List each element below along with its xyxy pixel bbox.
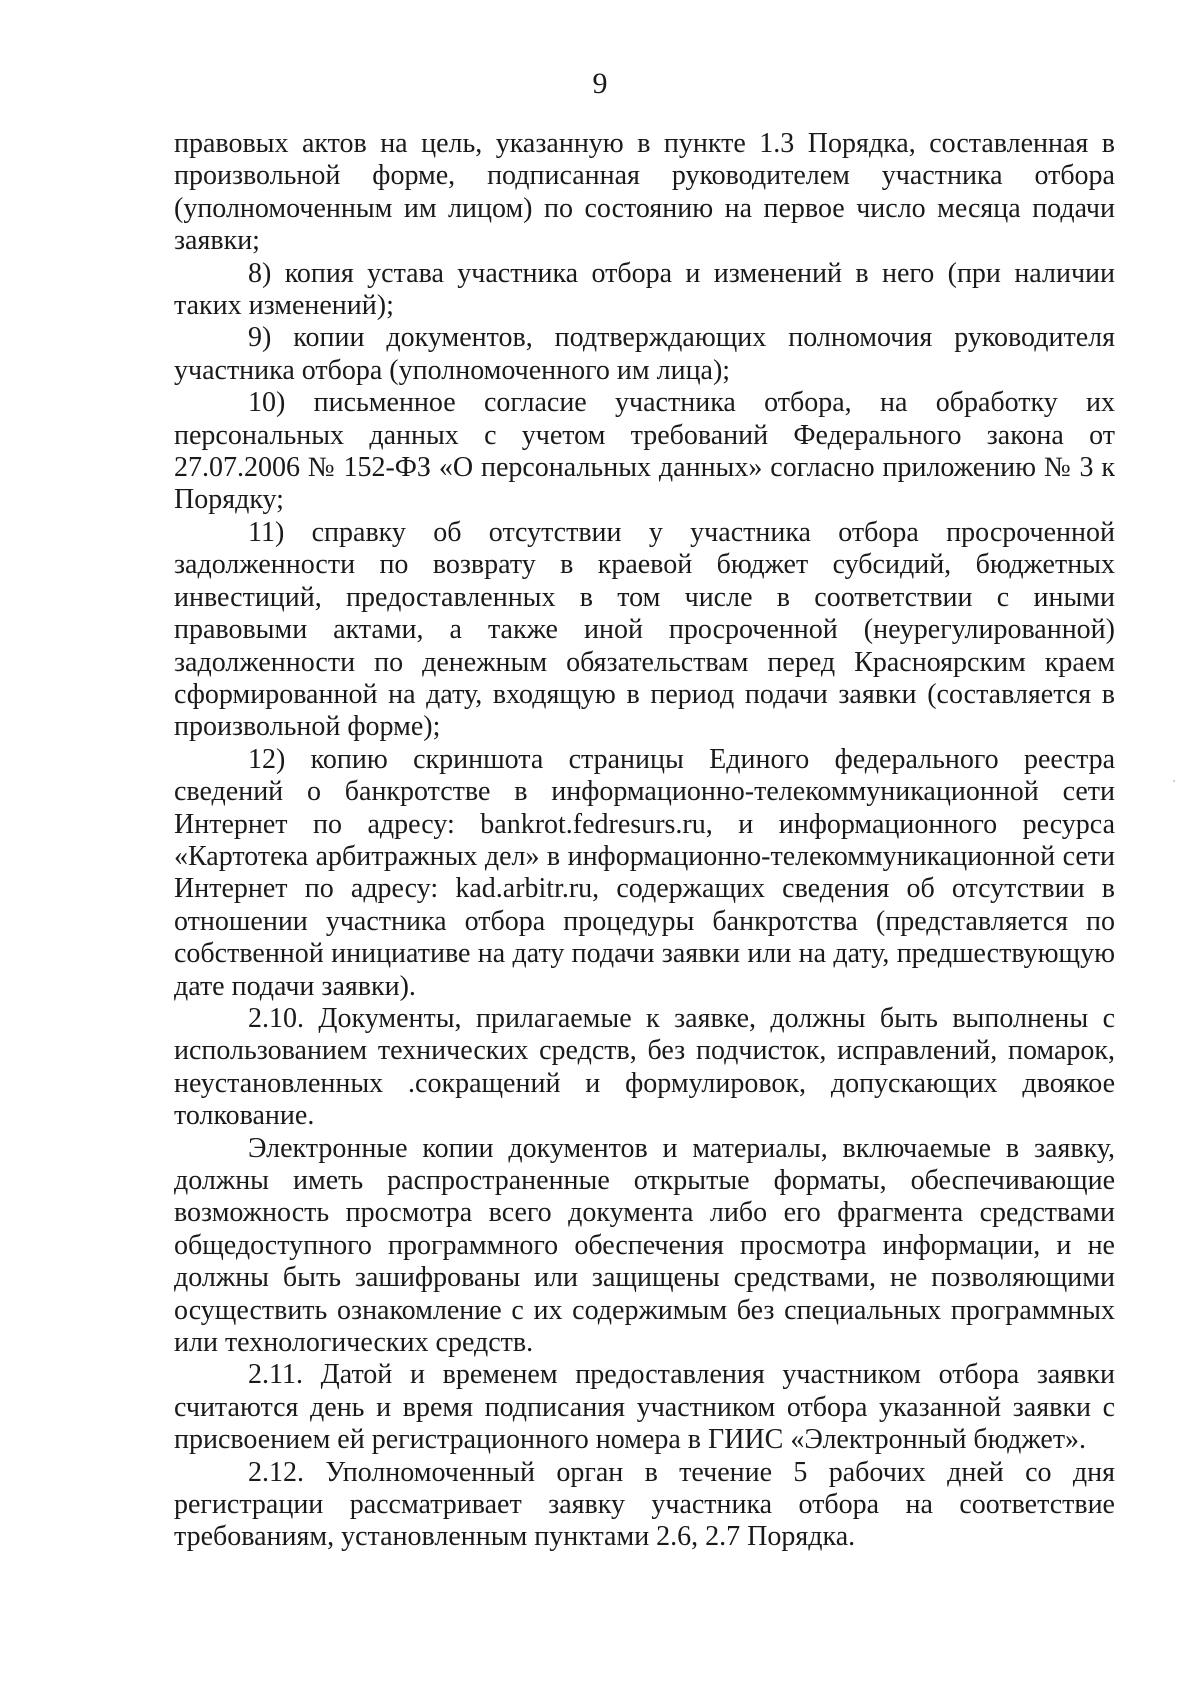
paragraph-electronic-copies: Электронные копии документов и материалы, включаемые в заявку, должны иметь распространенные открытые форматы, обеспечивающие возможность просмотра всего документа либо его фрагмента средствами общедоступного программного обеспечения просмотра информации, и не должны быть зашифрованы или защищены средствами, не позволяющими осуществить ознакомление с их содержимым без специальных программных или технологических средств. (174, 1132, 1115, 1359)
paragraph-item-8: 8) копия устава участника отбора и изменений в него (при наличии таких изменений); (174, 257, 1115, 322)
paragraph-item-12: 12) копию скриншота страницы Единого федерального реестра сведений о банкротстве в информационно-телекоммуникационной сети Интернет по адресу: bankrot.fedresurs.ru, и информационного ресурса «Картотека арбитражных дел» в информационно-телекоммуникационной сети Интернет по адресу: kad.arbitr.ru, содержащих сведения об отсутствии в отношении участника отбора процедуры банкротства (представляется по собственной инициативе на дату подачи заявки или на дату, предшествующую дате подачи заявки). (174, 743, 1115, 1002)
paragraph-item-10: 10) письменное согласие участника отбора, на обработку их персональных данных с учетом требований Федерального закона от 27.07.2006 № 152-ФЗ «О персональных данных» согласно приложению № 3 к Порядку; (174, 387, 1115, 516)
paragraph-section-2-11: 2.11. Датой и временем предоставления участником отбора заявки считаются день и время подписания участником отбора указанной заявки с присвоением ей регистрационного номера в ГИИС «Электронный бюджет». (174, 1359, 1115, 1456)
paragraph-section-2-12: 2.12. Уполномоченный орган в течение 5 рабочих дней со дня регистрации рассматривает заявку участника отбора на соответствие требованиям, установленным пунктами 2.6, 2.7 Порядка. (174, 1456, 1115, 1553)
page-number: 9 (592, 67, 608, 100)
body-text (174, 128, 1115, 1554)
paragraph-item-11: 11) справку об отсутствии у участника отбора просроченной задолженности по возврату в краевой бюджет субсидий, бюджетных инвестиций, предоставленных в том числе в соответствии с иными правовыми актами, а также иной просроченной (неурегулированной) задолженности по денежным обязательствам перед Красноярским краем сформированной на дату, входящую в период подачи заявки (составляется в произвольной форме); (174, 516, 1115, 743)
paragraph-section-2-10: 2.10. Документы, прилагаемые к заявке, должны быть выполнены с использованием технических средств, без подчисток, исправлений, помарок, неустановленных .сокращений и формулировок, допускающих двоякое толкование. (174, 1002, 1115, 1132)
paragraph-item-9: 9) копии документов, подтверждающих полномочия руководителя участника отбора (уполномоченного им лица); (174, 322, 1115, 386)
scan-speck (1173, 780, 1175, 782)
paragraph-continuation: правовых актов на цель, указанную в пункте 1.3 Порядка, составленная в произвольной форме, подписанная руководителем участника отбора (уполномоченным им лицом) по состоянию на первое число месяца подачи заявки; (174, 128, 1115, 257)
